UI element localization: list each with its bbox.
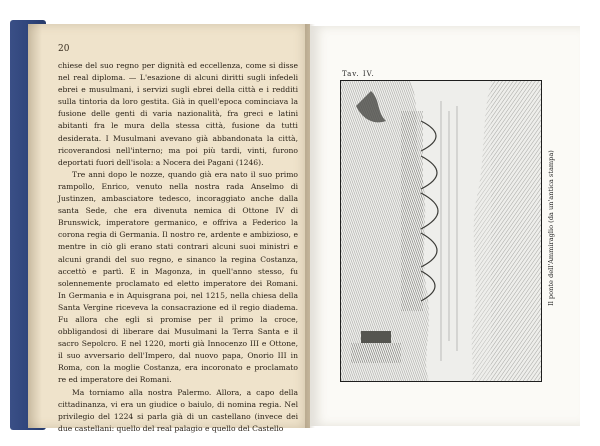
body-text: [58, 60, 298, 435]
engraving-image: [341, 81, 541, 381]
paragraph: Tre anni dopo le nozze, quando già era nato il suo primo rampollo, Enrico, venuto nella nostra rada Anselmo di Justinzen, ambasciatore tedesco, incoraggiato anche dalla santa Sede, che era divenuta nemica di Ottone IV di Brunswick, imperatore germanico, e offriva a Federico la corona regia di Germania. Il nostro re, ardente e ambizioso, e mentre in ciò gli erano stati contrari alcuni suoi ministri e alcuni grandi del suo regno, e sinanco la regina Costanza, accettò e partì. E in Magonza, in quell'anno stesso, fu solennemente proclamato ed eletto imperatore dei Romani. In Germania e in Aquisgrana poi, nel 1215, nella chiesa della Santa Vergine riceveva la consacrazione ed il regio diadema. Fu allora che egli si promise per il primo la croce, obbligandosi di liberare dai Musulmani la Terra Santa e il sacro Sepolcro. E nel 1220, morti già Innocenzo III e Ottone, il suo avversario dell'Impero, dal nuovo papa, Onorio III in Roma, con la moglie Costanza, era incoronato e proclamato re ed imperatore dei Romani.: [58, 169, 298, 385]
plate-label: Tav. IV.: [342, 70, 375, 78]
page-number: 20: [58, 44, 70, 54]
plate-illustration: [340, 80, 542, 382]
plate-caption: Il ponte dell'Ammiraglio (da un'antica stampa): [547, 150, 555, 306]
paragraph: Ma torniamo alla nostra Palermo. Allora, a capo della cittadinanza, vi era un giudice o baiulo, di nomina regia. Nel privilegio del 1224 si parla già di un castellano (invece dei due castellani: quello del real palagio e quello del Castello: [58, 387, 298, 433]
paragraph: chiese del suo regno per dignità ed eccellenza, come si disse nel real diploma. — L'esazione di alcuni diritti sugli infedeli ebrei e musulmani, i servizi sugli ebrei della città e i redditi sulla tintoria da loro gestita. Già in quell'epoca cominciava la fusione delle genti di varia nazionalità, fra greci e latini abitanti fra le mura della stessa città, fusione da tutti desiderata. I Musulmani avevano già abbandonata la città, ricoverandosi nell'interno; ma poi più tardi, vinti, furono deportati fuori dell'isola: a Nocera dei Pagani (1246).: [58, 61, 298, 167]
